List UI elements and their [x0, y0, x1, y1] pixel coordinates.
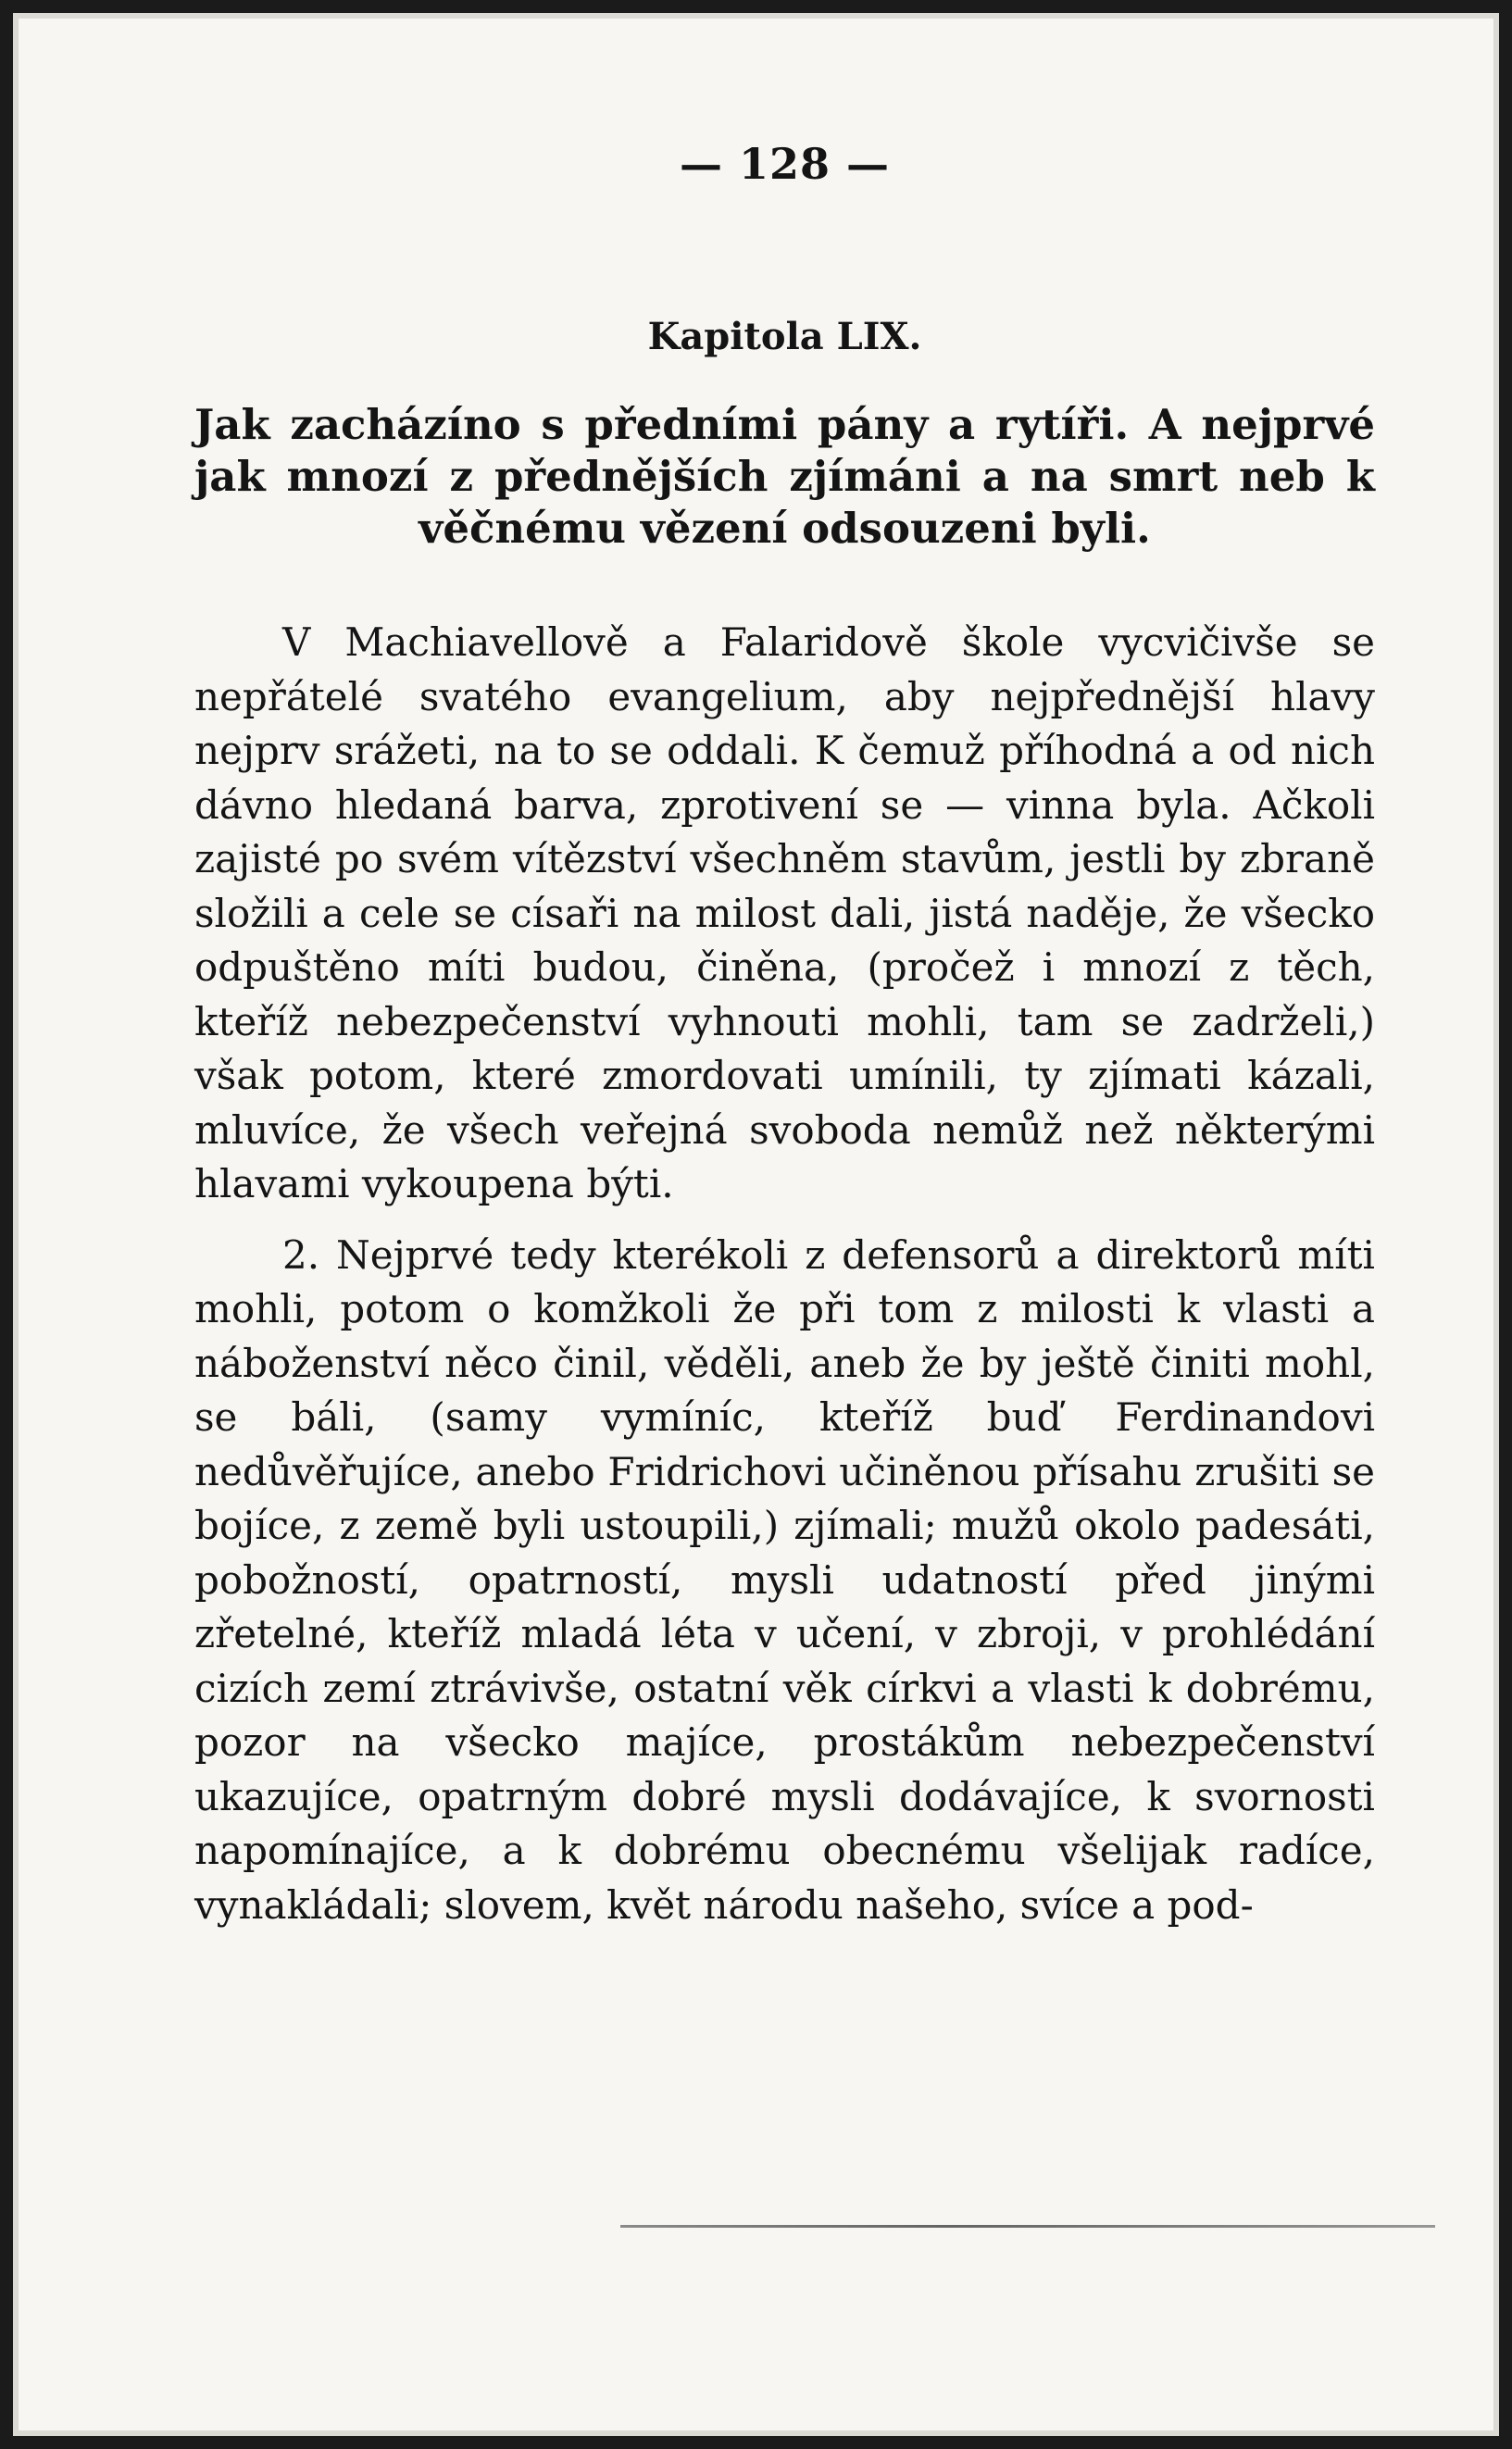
page-number: — 128 —	[679, 139, 891, 189]
chapter-title: Jak zacházíno s předními pány a rytíři. A nejprvé jak mnozí z přednějších zjímáni a na smrt neb k věčnému vězení odsouzeni byli.	[194, 400, 1375, 553]
page-content	[194, 139, 1375, 1932]
paragraph-2: 2. Nejprvé tedy kterékoli z defensorů a direktorů míti mohli, potom o komžkoli že při tom z milosti k vlasti a náboženství něco činil, věděli, aneb že by ještě činiti mohl, se báli, (samy vymíníc, kteříž buď Ferdinandovi nedůvěřujíce, anebo Fridrichovi učiněnou přísahu zrušiti se bojíce, z země byli ustoupili,) zjímali; mužů okolo padesáti, pobožností, opatrností, mysli udatností před jinými zřetelné, kteříž mladá léta v učení, v zbroji, v prohlédání cizích zemí ztrávivše, ostatní věk církvi a vlasti k dobrému, pozor na všecko majíce, prostákům nebezpečenství ukazujíce, opatrným dobré mysli dodávajíce, k svornosti napomínajíce, a k dobrému obecnému všelijak radíce, vynakládali; slovem, květ národu našeho, svíce a pod-	[194, 1231, 1375, 1928]
chapter-heading: Kapitola LIX.	[647, 315, 922, 358]
page-bottom-rule	[620, 2225, 1435, 2228]
paragraph-1: V Machiavellově a Falaridově škole vycvičivše se nepřátelé svatého evangelium, aby nejpřednější hlavy nejprv srážeti, na to se oddali. K čemuž příhodná a od nich dávno hledaná barva, zprotivení se — vinna byla. Ačkoli zajisté po svém vítězství všechněm stavům, jestli by zbraně složili a cele se císaři na milost dali, jistá naděje, že všecko odpuštěno míti budou, činěna, (pročež i mnozí z těch, kteříž nebezpečenství vyhnouti mohli, tam se zadrželi,) však potom, které zmordovati umínili, ty zjímati kázali, mluvíce, že všech veřejná svoboda nemůž než některými hlavami vykoupena býti.	[194, 619, 1375, 1206]
